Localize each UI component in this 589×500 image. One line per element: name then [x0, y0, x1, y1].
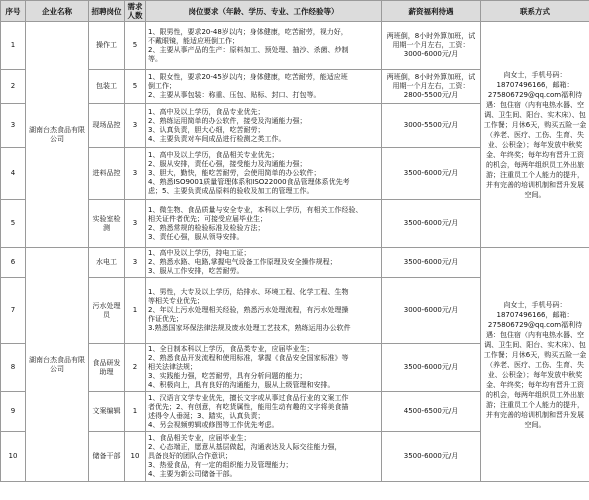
requirement-line: 1、食品相关专业，应届毕业生； [148, 434, 251, 442]
requirement-line: 3、认真负责，胆大心细，吃苦耐劳； [148, 125, 265, 134]
row-number: 7 [1, 278, 26, 344]
job-title: 包装工 [89, 70, 125, 104]
requirement-line: 等。 [148, 54, 162, 63]
requirement-line: 3.熟悉国家环保法律法规及废水处理工艺技术，熟练运用办公软件 [148, 324, 351, 332]
requirement-line: 2、服从安排，责任心强，接受能力及沟通能力强； [148, 160, 307, 168]
requirement-line: 1、汉语言文学专业优先，擅长文字或从事过食品行业的文案工作 [148, 393, 349, 402]
salary: 3500-6000元/月 [382, 148, 481, 200]
salary: 两班倒，8小时外算加班，试用期一个月左右，工资：2800-5500元/月 [382, 70, 481, 104]
header-company: 企业名称 [26, 1, 89, 22]
requirement-line: 不戴眼镜，能适应班倒工作； [148, 36, 239, 45]
requirement-line: 2、熟练运用简单的办公软件，接受及沟通能力强； [148, 116, 307, 125]
header-no: 序号 [1, 1, 26, 22]
headcount: 1 [125, 392, 146, 432]
headcount: 3 [125, 148, 146, 200]
requirement-line: 2、心态端正，愿意从基层做起，沟通表达及人际交往能力强， [148, 443, 342, 451]
requirement-line: 2、熟悉食品开发流程和使用标准，掌握《食品安全国家标准》等 [148, 354, 349, 362]
row-number: 10 [1, 432, 26, 482]
requirement-line: 1、微生物、食品质量与安全专业，本科以上学历，有相关工作经验、 [148, 205, 363, 214]
job-title: 进料品控 [89, 148, 125, 200]
salary: 3000-5500元/月 [382, 104, 481, 148]
job-requirements [146, 344, 382, 392]
requirement-line: 4、主要负责对车间成品进行检测之类工作。 [148, 134, 286, 143]
requirement-line: 4、主要为新公司储备干部。 [148, 470, 237, 478]
salary: 3500-6000元/月 [382, 432, 481, 482]
requirement-line: 3、实践能力强，吃苦耐劳，具有分析问题的能力； [148, 372, 307, 380]
job-title: 水电工 [89, 248, 125, 278]
requirement-line: 4、另会视频剪辑或修图等工作优先考虑。 [148, 420, 279, 429]
requirement-line: 4、积极向上，具有良好的沟通能力，服从上级管理和安排。 [148, 381, 335, 389]
requirement-line: 1、高中及以上学历，持电工证； [148, 249, 251, 257]
headcount: 3 [125, 200, 146, 248]
salary: 3000-6000元/月 [382, 278, 481, 344]
table-row [1, 248, 589, 278]
row-number: 3 [1, 104, 26, 148]
salary: 3500-6000元/月 [382, 200, 481, 248]
requirement-line: 4、熟悉ISO9001质量管理体系和ISO22000食品管理体系优先考 [148, 178, 350, 186]
requirement-line: 具备良好的团队合作意识； [148, 452, 232, 460]
requirement-line: 1、高中及以上学历，食品相关专业优先； [148, 151, 279, 159]
salary: 3500-6000元/月 [382, 248, 481, 278]
row-number: 6 [1, 248, 26, 278]
requirement-line: 1、限男性，要求20-48岁以内；身体健康，吃苦耐劳，视力好， [148, 27, 348, 36]
requirement-line: 2、主要从事产品的生产：原料加工、预处理、抽沙、杀菌、炒制 [148, 45, 349, 54]
header-row [1, 1, 589, 22]
job-title: 食品研发助理 [89, 344, 125, 392]
salary: 3500-6000元/月 [382, 344, 481, 392]
header-requirements: 岗位要求（年龄、学历、专业、工作经验等） [146, 1, 382, 22]
job-requirements [146, 248, 382, 278]
requirement-line: 1、限女性，要求20-45岁以内；身体健康，吃苦耐劳，能适应班 [148, 73, 348, 81]
salary: 两班倒，8小时外算加班，试用期一个月左右，工资：3000-6000元/月 [382, 22, 481, 70]
headcount: 3 [125, 104, 146, 148]
requirement-line: 3、服从工作安排，吃苦耐劳。 [148, 267, 244, 275]
requirement-line: 2、熟悉水路、电路,掌握电气设备工作原理及安全操作规程； [148, 258, 337, 266]
job-title: 现场品控 [89, 104, 125, 148]
headcount: 1 [125, 278, 146, 344]
requirement-line: 2、主要从事包装：称重、压包、贴标、封口、打包等。 [148, 91, 321, 99]
headcount: 10 [125, 432, 146, 482]
requirement-line: 1、全日制本科以上学历，食品类专业，应届毕业生； [148, 345, 314, 353]
requirement-line: 1、男性，大专及以上学历，给排水、环境工程、化学工程、生物 [148, 288, 349, 296]
requirement-line: 者优先；2、有创意，有吃货属性，能用生动有趣的文字将美食描 [148, 402, 349, 411]
requirement-line: 2、熟悉常规的检验标准及检验方法； [148, 223, 265, 232]
row-number: 2 [1, 70, 26, 104]
job-requirements [146, 200, 382, 248]
requirement-line: 3、胆大，勤快，能吃苦耐劳，会使用简单的办公软件； [148, 169, 321, 177]
contact-info: 向女士，手机号码：18707496166，邮箱：275806729@qq.com福利待遇：包住宿（内有电热水器、空调、卫生间、阳台、实木床）、包工作餐；月休6天，购买五险一金（养老、医疗、工伤、生育、失业、公积金）；每年发放中秋奖金、年终奖；每年均有晋升工资的机会，每两年组织员工外出旅游；注重员工个人能力的提升，并有完善的培训机制和晋升发展空间。 [481, 248, 589, 482]
row-number: 8 [1, 344, 26, 392]
requirement-line: 3、热爱食品，有一定的组织能力及管理能力； [148, 461, 293, 469]
requirement-line: 2、年以上污水处理相关经验，熟悉污水处理流程，有污水处理操 [148, 306, 349, 314]
row-number: 5 [1, 200, 26, 248]
job-title: 操作工 [89, 22, 125, 70]
requirement-line: 3、责任心强，服从领导安排。 [148, 232, 244, 241]
requirement-line: 相关法律法规； [148, 363, 197, 371]
job-title: 污水处理员 [89, 278, 125, 344]
job-title: 文案编辑 [89, 392, 125, 432]
job-title: 储备干部 [89, 432, 125, 482]
headcount: 2 [125, 344, 146, 392]
job-requirements [146, 148, 382, 200]
headcount: 3 [125, 248, 146, 278]
job-requirements [146, 70, 382, 104]
requirement-line: 虑；5、主要负责成品原料的验收及加工的管理工作。 [148, 187, 314, 195]
job-requirements [146, 104, 382, 148]
salary: 4500-6500元/月 [382, 392, 481, 432]
headcount: 5 [125, 70, 146, 104]
company-name: 湖南台杰食品有限公司 [26, 248, 89, 482]
job-requirements [146, 432, 382, 482]
table-row [1, 22, 589, 70]
requirement-line: 等相关专业优先； [148, 297, 204, 305]
requirement-line: 倒工作； [148, 82, 176, 90]
header-count: 需求人数 [125, 1, 146, 22]
requirement-line: 相关证件者优先；可接受应届毕业生； [148, 214, 267, 223]
requirement-line: 作证优先； [148, 315, 183, 323]
job-requirements [146, 22, 382, 70]
header-contact: 联系方式 [481, 1, 589, 22]
job-requirements [146, 278, 382, 344]
requirement-line: 1、高中及以上学历，食品专业优先； [148, 107, 265, 116]
contact-info: 向女士，手机号码：18707496166，邮箱：275806729@qq.com福利待遇：包住宿（内有电热水器、空调、卫生间、阳台、实木床）、包工作餐；月休6天，购买五险一金（养老、医疗、工伤、生育、失业、公积金）；每年发放中秋奖金、年终奖；每年均有晋升工资的机会，每两年组织员工外出旅游；注重员工个人能力的提升，并有完善的培训机制和晋升发展空间。 [481, 22, 589, 248]
job-title: 实验室检测 [89, 200, 125, 248]
header-job: 招聘岗位 [89, 1, 125, 22]
job-requirements [146, 392, 382, 432]
company-name: 湖南台杰食品有限公司 [26, 22, 89, 248]
header-salary: 薪资福利待遇 [382, 1, 481, 22]
headcount: 5 [125, 22, 146, 70]
row-number: 9 [1, 392, 26, 432]
row-number: 4 [1, 148, 26, 200]
requirement-line: 述得令人垂涎；3、踏实，认真负责； [148, 411, 265, 420]
row-number: 1 [1, 22, 26, 70]
